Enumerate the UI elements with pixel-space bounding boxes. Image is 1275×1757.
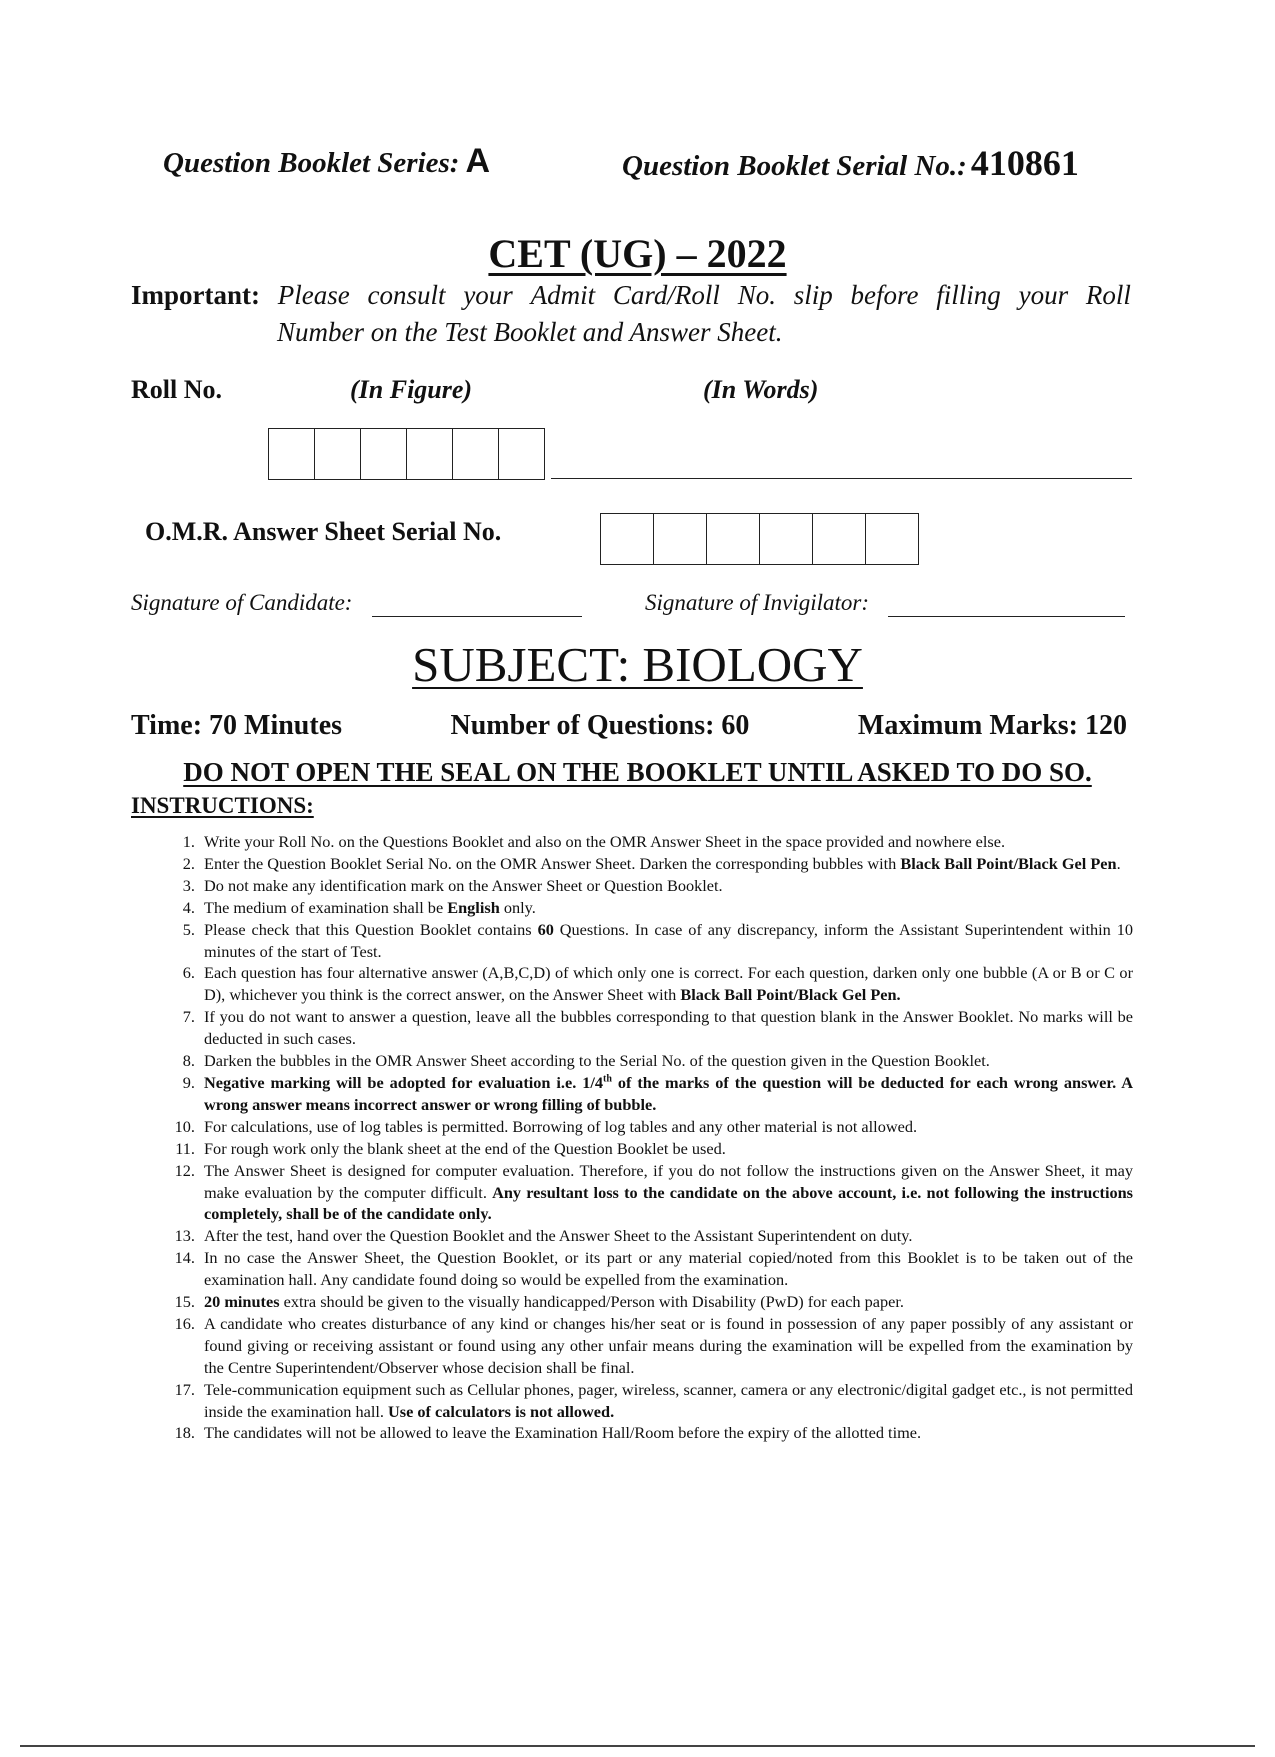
instruction-number: 9. (182, 1072, 195, 1092)
signature-invigilator-line[interactable] (888, 616, 1125, 617)
instruction-number: 16. (174, 1313, 195, 1333)
instruction-text-part: Black Ball Point/Black Gel Pen (900, 853, 1117, 873)
instruction-number: 10. (174, 1116, 195, 1136)
roll-digit-box[interactable] (361, 429, 407, 479)
instruction-item (160, 897, 1133, 919)
instruction-item (160, 831, 1133, 853)
important-text-word: Please (277, 280, 350, 310)
instruction-text-part: Negative marking will be adopted for evaluation i.e. 1/4 (204, 1072, 604, 1092)
omr-digit-box[interactable] (813, 514, 866, 564)
instruction-text (204, 919, 1133, 963)
roll-digit-box[interactable] (499, 429, 544, 479)
instruction-text (204, 1379, 1133, 1423)
instruction-item (160, 1116, 1133, 1138)
instruction-text-part: Black Ball Point/Black Gel Pen. (680, 985, 901, 1005)
instruction-item (160, 1291, 1133, 1313)
instruction-number: 14. (174, 1248, 195, 1268)
omr-digit-box[interactable] (760, 514, 813, 564)
roll-no-label: Roll No. (131, 375, 222, 404)
exam-meta-row (131, 710, 1127, 742)
important-text-word: filling (936, 280, 1001, 310)
important-text-word: No. (737, 280, 776, 310)
question-booklet-series (163, 142, 490, 181)
signature-invigilator-label: Signature of Invigilator: (645, 590, 870, 615)
instruction-item (160, 1160, 1133, 1226)
instruction-number: 12. (174, 1160, 195, 1180)
instruction-text (204, 1138, 1133, 1160)
instruction-text-part: Use of calculators is not allowed. (388, 1401, 615, 1421)
question-booklet-serial (622, 142, 1079, 184)
instruction-text (204, 962, 1133, 1006)
instruction-number: 1. (182, 832, 195, 851)
instruction-item (160, 919, 1133, 963)
time-info: Time: 70 Minutes (131, 710, 343, 741)
roll-no-boxes (268, 428, 545, 480)
omr-digit-box[interactable] (707, 514, 760, 564)
instruction-item (160, 1072, 1133, 1116)
instruction-text-part: Tele-communication equipment such as Cellular phones, pager, wireless, scanner, camera or any electronic/digital gadget etc., is not permitted inside the examination hall. (204, 1379, 1133, 1421)
instruction-text-part: 20 minutes (204, 1292, 280, 1312)
instruction-number: 15. (174, 1292, 195, 1312)
omr-digit-box[interactable] (866, 514, 918, 564)
instruction-text-part: Questions. In case of any discrepancy, inform the Assistant Superintendent within 10 minutes of the start of Test. (204, 919, 1133, 961)
page-bottom-rule (20, 1745, 1255, 1747)
instruction-text (204, 897, 1133, 919)
serial-value: 410861 (970, 143, 1079, 183)
instruction-text-part: The Answer Sheet is designed for computer evaluation. Therefore, if you do not follow the instructions given on the Answer Sheet, it may make evaluation by the computer difficult. (204, 1160, 1133, 1202)
instruction-text (204, 875, 1133, 897)
instruction-item (160, 1313, 1133, 1379)
instruction-number: 8. (182, 1051, 195, 1071)
instruction-number: 18. (174, 1423, 195, 1443)
instruction-text (204, 1006, 1133, 1050)
instruction-number: 5. (182, 919, 195, 939)
instruction-text (204, 853, 1133, 875)
instruction-text-part: The candidates will not be allowed to leave the Examination Hall/Room before the expiry of the allotted time. (204, 1423, 922, 1443)
marks-info: Maximum Marks: 120 (857, 710, 1127, 741)
instruction-text-part: extra should be given to the visually handicapped/Person with Disability (PwD) for each paper. (279, 1292, 904, 1312)
important-note (131, 277, 1131, 351)
roll-digit-box[interactable] (269, 429, 315, 479)
instruction-text (204, 1116, 1133, 1138)
important-text-word: Roll (1085, 280, 1131, 310)
instruction-number: 11. (175, 1138, 195, 1158)
instruction-text-part: Darken the bubbles in the OMR Answer Sheet according to the Serial No. of the question given in the Question Booklet. (204, 1051, 990, 1071)
instruction-number: 3. (182, 875, 195, 895)
serial-label: Question Booklet Serial No.: (622, 150, 967, 182)
important-text-word: before (850, 280, 919, 310)
instruction-item (160, 1225, 1133, 1247)
seal-warning: DO NOT OPEN THE SEAL ON THE BOOKLET UNTIL ASKED TO DO SO. (183, 757, 1092, 787)
instruction-text-part: Each question has four alternative answer (A,B,C,D) of which only one is correct. For each question, darken only one bubble (A or B or C or D), whichever you think is the correct answer, on the Answer Sheet with (204, 963, 1133, 1005)
instruction-item (160, 1247, 1133, 1291)
instructions-heading: INSTRUCTIONS: (131, 793, 314, 818)
important-text-word: consult (367, 280, 446, 310)
important-text-line2: Number on the Test Booklet and Answer Sheet. (277, 317, 783, 347)
instruction-item (160, 1422, 1133, 1444)
roll-digit-box[interactable] (453, 429, 499, 479)
instruction-text-part: only. (499, 897, 536, 917)
instruction-item (160, 875, 1133, 897)
signature-candidate-label: Signature of Candidate: (131, 590, 353, 615)
important-label: Important: (131, 280, 260, 310)
instruction-text (204, 1291, 1133, 1313)
instruction-text-part: For rough work only the blank sheet at the end of the Question Booklet be used. (204, 1138, 726, 1158)
instruction-item (160, 1379, 1133, 1423)
roll-in-words-line[interactable] (551, 478, 1132, 479)
instruction-text-part: Write your Roll No. on the Questions Booklet and also on the OMR Answer Sheet in the space provided and nowhere else. (204, 832, 1006, 851)
instruction-text-part: In no case the Answer Sheet, the Question Booklet, or its part or any material copied/noted from this Booklet is to be taken out of the examination hall. Any candidate found doing so would be expelled from the examination. (204, 1248, 1133, 1290)
important-text-word: Admit (530, 280, 596, 310)
important-text-word: your (1018, 280, 1069, 310)
instruction-text-part: Any resultant loss to the candidate on the above account, i.e. not following the instructions completely, shall be of the candidate only. (204, 1182, 1133, 1224)
instruction-text-part: of the marks of the question will be deducted for each wrong answer. A wrong answer means incorrect answer or wrong filling of bubble. (204, 1072, 1133, 1114)
instruction-text (204, 1313, 1133, 1379)
instruction-item (160, 853, 1133, 875)
in-figure-label: (In Figure) (350, 375, 473, 404)
instruction-text (204, 831, 1133, 853)
instruction-text (204, 1160, 1133, 1226)
instruction-number: 7. (182, 1007, 195, 1027)
important-text-word: Card/Roll (612, 280, 720, 310)
instruction-text-part: English (447, 897, 500, 917)
signature-candidate-line[interactable] (372, 616, 582, 617)
instruction-text-part: If you do not want to answer a question, leave all the bubbles corresponding to that question blank in the Answer Booklet. No marks will be deducted in such cases. (204, 1007, 1133, 1049)
instruction-text (204, 1422, 1133, 1444)
instruction-text-part: Please check that this Question Booklet contains (204, 919, 538, 939)
exam-title: CET (UG) – 2022 (488, 231, 787, 276)
important-text-word: slip (793, 280, 833, 310)
roll-digit-box[interactable] (315, 429, 361, 479)
important-text-word: your (463, 280, 513, 310)
instruction-text-part: 60 (537, 919, 554, 939)
series-value: A (465, 142, 491, 180)
instruction-text-part: th (603, 1073, 612, 1085)
roll-digit-box[interactable] (407, 429, 453, 479)
instruction-item (160, 1006, 1133, 1050)
questions-info: Number of Questions: 60 (450, 710, 750, 741)
omr-serial-boxes (600, 513, 919, 565)
instruction-number: 17. (174, 1379, 195, 1399)
instruction-item (160, 1050, 1133, 1072)
instruction-text-part: Do not make any identification mark on the Answer Sheet or Question Booklet. (204, 875, 723, 895)
subject-heading: SUBJECT: BIOLOGY (412, 637, 863, 692)
instruction-text-part: For calculations, use of log tables is permitted. Borrowing of log tables and any other material is not allowed. (204, 1116, 918, 1136)
omr-digit-box[interactable] (601, 514, 654, 564)
instruction-number: 6. (182, 963, 195, 983)
instruction-text-part: The medium of examination shall be (204, 897, 448, 917)
instruction-item (160, 1138, 1133, 1160)
instruction-number: 4. (182, 897, 195, 917)
instruction-number: 2. (182, 853, 195, 873)
omr-serial-label: O.M.R. Answer Sheet Serial No. (145, 517, 502, 546)
instruction-item (160, 962, 1133, 1006)
instruction-number: 13. (174, 1226, 195, 1246)
instruction-text (204, 1050, 1133, 1072)
series-label: Question Booklet Series: (163, 147, 460, 179)
instruction-text (204, 1072, 1133, 1116)
instructions-list (160, 831, 1133, 1444)
instruction-text-part: A candidate who creates disturbance of any kind or changes his/her seat or is found in possession of any paper possibly of any assistant or found giving or receiving assistant or found using any other unfair means during the examination will be expelled from the examination by the Centre Superintendent/Observer whose decision shall be final. (204, 1313, 1133, 1377)
in-words-label: (In Words) (703, 375, 819, 404)
instruction-text-part: . (1116, 853, 1121, 873)
instruction-text (204, 1247, 1133, 1291)
instruction-text-part: After the test, hand over the Question Booklet and the Answer Sheet to the Assistant Superintendent on duty. (204, 1226, 913, 1246)
omr-digit-box[interactable] (654, 514, 707, 564)
instruction-text-part: Enter the Question Booklet Serial No. on the OMR Answer Sheet. Darken the corresponding bubbles with (204, 853, 901, 873)
instruction-text (204, 1225, 1133, 1247)
